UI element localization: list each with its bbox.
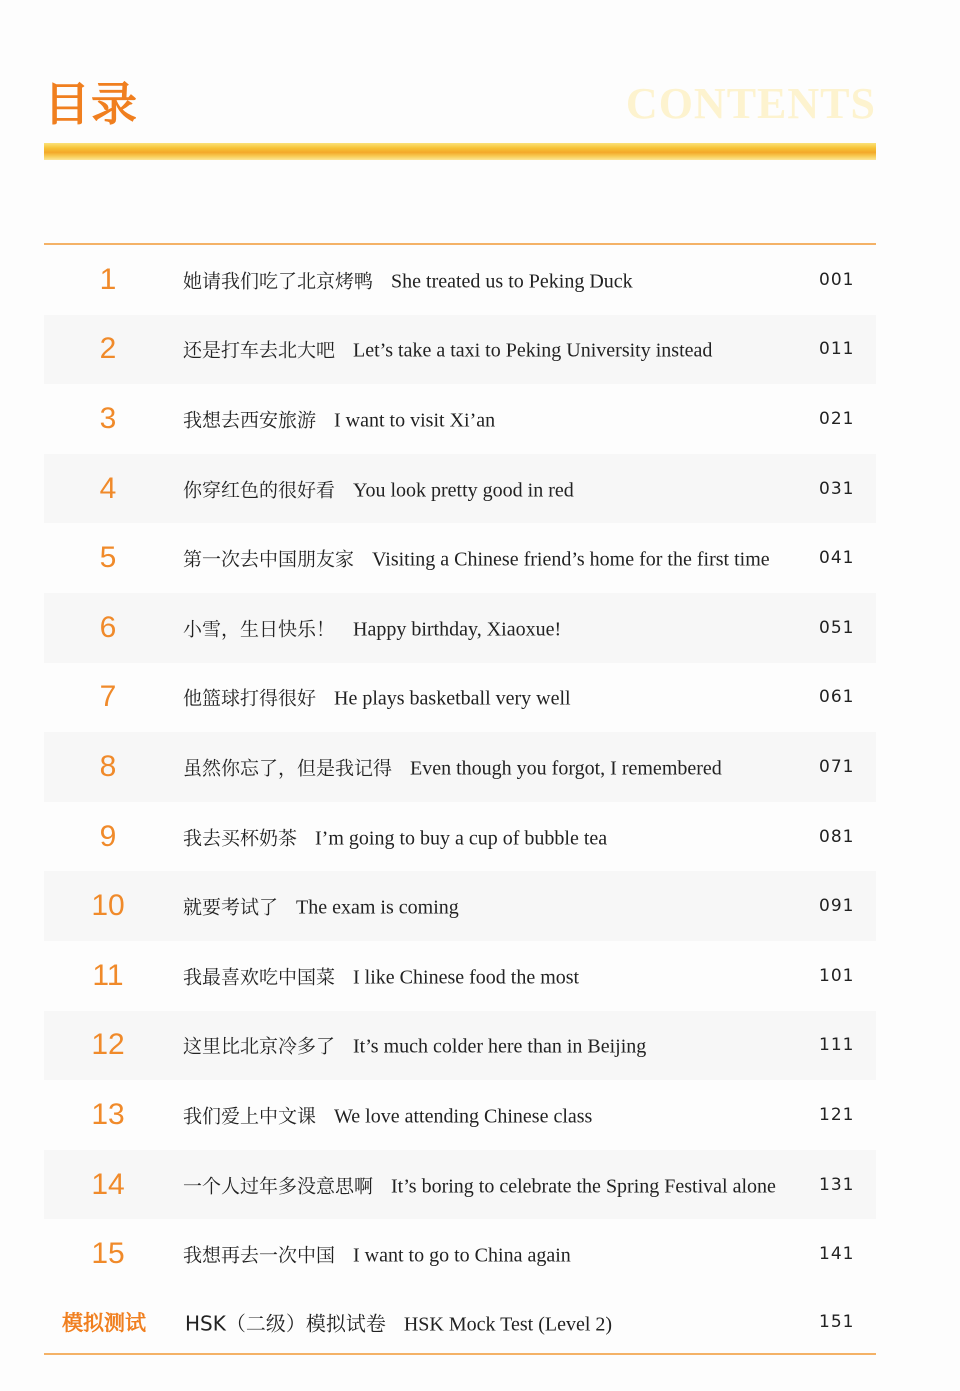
page-number: 061 — [819, 687, 855, 708]
lesson-number: 7 — [99, 680, 117, 714]
page-number: 021 — [819, 408, 855, 429]
lesson-title-english: Even though you forgot, I remembered — [410, 757, 722, 780]
mock-test-label: 模拟测试 — [62, 1311, 146, 1335]
page-number: 041 — [819, 548, 855, 569]
lesson-title-chinese: 小雪，生日快乐！ — [183, 618, 336, 641]
page-title: 目录 — [44, 77, 138, 131]
lesson-number: 15 — [91, 1237, 125, 1271]
lesson-title-english: She treated us to Peking Duck — [391, 270, 633, 293]
toc-entry-3[interactable] — [44, 384, 876, 454]
lesson-title-chinese: 我想去西安旅游 — [183, 409, 317, 432]
lesson-title-english: He plays basketball very well — [334, 687, 571, 710]
page-number: 091 — [819, 896, 855, 917]
lesson-title-chinese: 他篮球打得很好 — [183, 687, 317, 710]
contents-list — [44, 245, 876, 1289]
lesson-title-chinese: 虽然你忘了，但是我记得 — [183, 757, 393, 780]
lesson-title-english: The exam is coming — [296, 896, 459, 919]
page-number: 111 — [819, 1035, 855, 1056]
lesson-title-english: Let’s take a taxi to Peking University instead — [353, 339, 713, 362]
lesson-number: 12 — [91, 1028, 125, 1062]
lesson-number: 10 — [91, 889, 125, 923]
lesson-title-chinese: 我去买杯奶茶 — [183, 827, 298, 850]
lesson-title-chinese: 她请我们吃了北京烤鸭 — [183, 270, 374, 293]
lesson-title-chinese: 就要考试了 — [183, 896, 279, 919]
toc-entry-15[interactable] — [44, 1219, 876, 1289]
lesson-title-chinese: 第一次去中国朋友家 — [183, 548, 355, 571]
lesson-number: 5 — [99, 541, 117, 575]
toc-entry-8[interactable] — [44, 732, 876, 802]
lesson-title-chinese: 我们爱上中文课 — [183, 1105, 317, 1128]
toc-entry-2[interactable] — [44, 315, 876, 385]
toc-entry-14[interactable] — [44, 1150, 876, 1220]
toc-entry-5[interactable] — [44, 523, 876, 593]
toc-entry-11[interactable] — [44, 941, 876, 1011]
lesson-title-chinese: 还是打车去北大吧 — [183, 339, 336, 362]
lesson-number: 14 — [91, 1167, 125, 1201]
toc-entry-10[interactable] — [44, 871, 876, 941]
lesson-title-english: We love attending Chinese class — [334, 1105, 593, 1128]
lesson-title-chinese: 一个人过年多没意思啊 — [183, 1175, 374, 1198]
lesson-title-english: It’s much colder here than in Beijing — [353, 1035, 647, 1058]
lesson-title-chinese: 我想再去一次中国 — [183, 1244, 336, 1267]
page-number: 081 — [819, 826, 855, 847]
page-number: 101 — [819, 965, 855, 986]
lesson-number: 8 — [99, 749, 117, 783]
page-title-english: CONTENTS — [625, 79, 876, 128]
toc-entry-9[interactable] — [44, 802, 876, 872]
page-number: 051 — [819, 617, 855, 638]
lesson-number: 4 — [99, 471, 117, 505]
toc-entry-13[interactable] — [44, 1080, 876, 1150]
lesson-number: 11 — [92, 958, 124, 992]
page-number: 121 — [819, 1104, 855, 1125]
page-number: 151 — [819, 1312, 855, 1332]
lesson-title-english: You look pretty good in red — [353, 479, 574, 502]
page-number: 011 — [819, 339, 855, 360]
lesson-title-english: It’s boring to celebrate the Spring Festival alone — [391, 1175, 776, 1198]
toc-entry-mock-test[interactable] — [44, 1294, 876, 1350]
lesson-title-chinese: 你穿红色的很好看 — [183, 479, 336, 502]
mock-test-title-chinese: HSK（二级）模拟试卷 — [185, 1311, 386, 1336]
lesson-title-english: Happy birthday, Xiaoxue! — [353, 618, 562, 641]
toc-entry-12[interactable] — [44, 1011, 876, 1081]
lesson-title-english: I want to visit Xi’an — [334, 409, 496, 432]
lesson-number: 13 — [91, 1097, 125, 1131]
toc-entry-7[interactable] — [44, 663, 876, 733]
mock-test-title-english: HSK Mock Test (Level 2) — [403, 1313, 613, 1336]
lesson-number: 9 — [99, 819, 117, 853]
toc-entry-4[interactable] — [44, 454, 876, 524]
page-number: 031 — [819, 478, 855, 499]
lesson-number: 1 — [99, 262, 117, 296]
lesson-title-english: I’m going to buy a cup of bubble tea — [315, 827, 608, 850]
lesson-title-english: I want to go to China again — [353, 1244, 571, 1267]
lesson-title-chinese: 这里比北京冷多了 — [183, 1035, 336, 1058]
page-number: 141 — [819, 1244, 855, 1265]
lesson-title-english: Visiting a Chinese friend’s home for the first time — [372, 548, 770, 571]
page-number: 131 — [819, 1174, 855, 1195]
page-number: 001 — [819, 269, 855, 290]
lesson-title-chinese: 我最喜欢吃中国菜 — [183, 966, 336, 989]
lesson-number: 3 — [99, 401, 117, 435]
title-underline-band — [44, 143, 876, 160]
toc-entry-6[interactable] — [44, 593, 876, 663]
lesson-title-english: I like Chinese food the most — [353, 966, 580, 989]
bottom-divider — [44, 1353, 876, 1355]
page-number: 071 — [819, 756, 855, 777]
lesson-number: 2 — [99, 332, 117, 366]
lesson-number: 6 — [99, 610, 117, 644]
toc-entry-1[interactable] — [44, 245, 876, 315]
